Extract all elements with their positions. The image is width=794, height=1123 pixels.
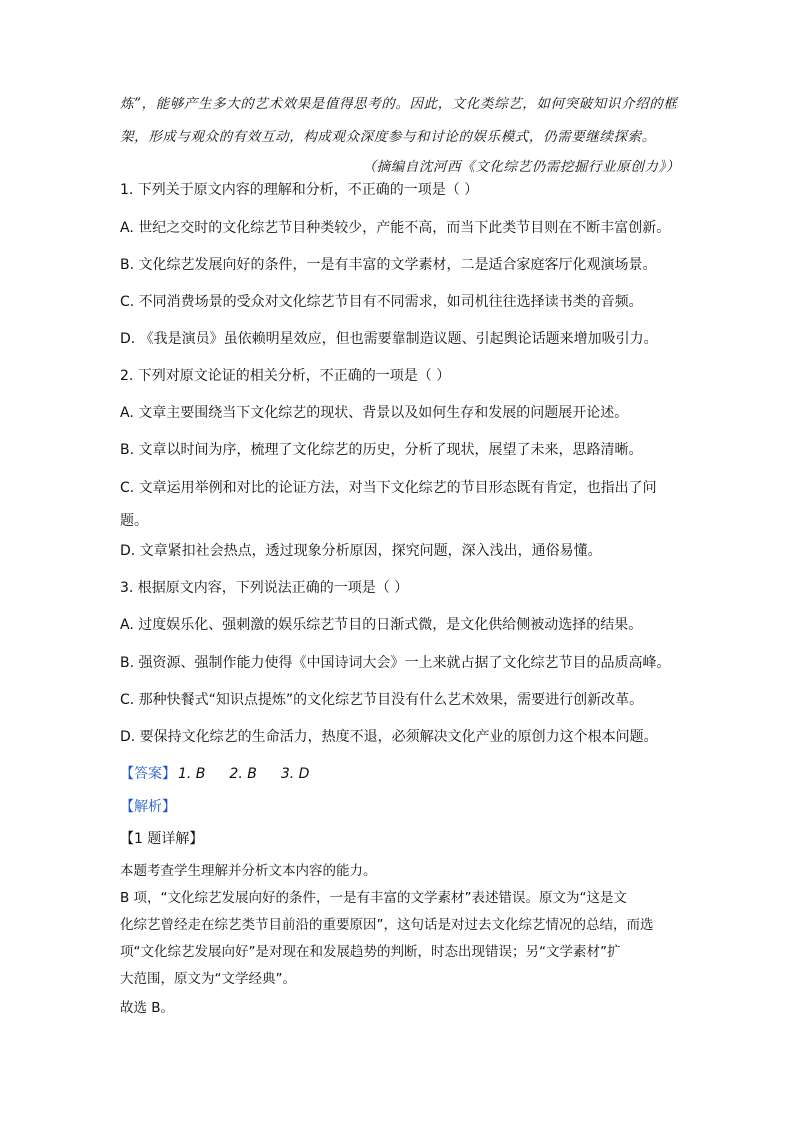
analysis-line-1: 本题考查学生理解并分析文本内容的能力。 xyxy=(120,863,377,879)
analysis-line-6: 故选 B。 xyxy=(120,1000,175,1016)
question-3-option-b: B. 强资源、强制作能力使得《中国诗词大会》一上来就占据了文化综艺节目的品质高峰。 xyxy=(120,655,671,671)
analysis-line-3: 化综艺曾经走在综艺类节目前沿的重要原因”，这句话是对过去文化综艺情况的总结，而选 xyxy=(120,917,654,933)
analysis-line-4: 项“文化综艺发展向好”是对现在和发展趋势的判断，时态出现错误；另“文学素材”扩 xyxy=(120,944,621,960)
question-2-option-c-cont: 题。 xyxy=(120,513,148,529)
answer-values xyxy=(178,766,333,782)
answer-value-2: 2. B xyxy=(229,766,257,782)
analysis-label: 【解析】 xyxy=(120,799,176,815)
question-3-option-c: C. 那种快餐式“知识点提炼”的文化综艺节目没有什么艺术效果，需要进行创新改革。 xyxy=(120,692,644,708)
analysis-detail-label: 【1 题详解】 xyxy=(120,831,204,847)
question-1-option-b: B. 文化综艺发展向好的条件，一是有丰富的文学素材，二是适合家庭客厅化观演场景。 xyxy=(120,257,657,273)
analysis-line-5: 大范围，原文为“文学经典”。 xyxy=(120,971,296,987)
question-1-option-d: D. 《我是演员》虽依赖明星效应，但也需要靠制造议题、引起舆论话题来增加吸引力。 xyxy=(120,331,658,347)
question-1-stem: 1. 下列关于原文内容的理解和分析，不正确的一项是（ ） xyxy=(120,182,479,198)
question-2-option-a: A. 文章主要围绕当下文化综艺的现状、背景以及如何生存和发展的问题展开论述。 xyxy=(120,405,629,421)
question-3-stem: 3. 根据原文内容，下列说法正确的一项是（ ） xyxy=(120,580,409,596)
answer-row xyxy=(120,763,333,785)
question-3-option-d: D. 要保持文化综艺的生命活力，热度不退，必须解决文化产业的原创力这个根本问题。 xyxy=(120,729,658,745)
question-2-stem: 2. 下列对原文论证的相关分析，不正确的一项是（ ） xyxy=(120,368,451,384)
answer-label: 【答案】 xyxy=(120,766,176,782)
passage-source: （摘编自沈河西《文化综艺仍需挖掘行业原创力》） xyxy=(362,159,680,175)
question-1-option-a: A. 世纪之交时的文化综艺节目种类较少，产能不高，而当下此类节目则在不断丰富创新。 xyxy=(120,220,671,236)
question-2-option-d: D. 文章紧扣社会热点，透过现象分析原因，探究问题，深入浅出，通俗易懂。 xyxy=(120,543,602,559)
answer-value-3: 3. D xyxy=(280,766,310,782)
passage-line-1: 炼”，能够产生多大的艺术效果是值得思考的。因此，文化类综艺，如何突破知识介绍的框 xyxy=(120,96,678,112)
question-2-option-c: C. 文章运用举例和对比的论证方法，对当下文化综艺的节目形态既有肯定，也指出了问 xyxy=(120,480,657,496)
question-2-option-b: B. 文章以时间为序，梳理了文化综艺的历史，分析了现状，展望了未来，思路清晰。 xyxy=(120,442,643,458)
analysis-line-2: B 项，“文化综艺发展向好的条件，一是有丰富的文学素材”表述错误。原文为“这是文 xyxy=(120,890,628,906)
question-1-option-c: C. 不同消费场景的受众对文化综艺节目有不同需求，如司机往往选择读书类的音频。 xyxy=(120,294,643,310)
passage-line-2: 架，形成与观众的有效互动，构成观众深度参与和讨论的娱乐模式，仍需要继续探索。 xyxy=(120,129,656,145)
question-3-option-a: A. 过度娱乐化、强刺激的娱乐综艺节目的日渐式微，是文化供给侧被动选择的结果。 xyxy=(120,617,643,633)
answer-value-1: 1. B xyxy=(178,766,206,782)
